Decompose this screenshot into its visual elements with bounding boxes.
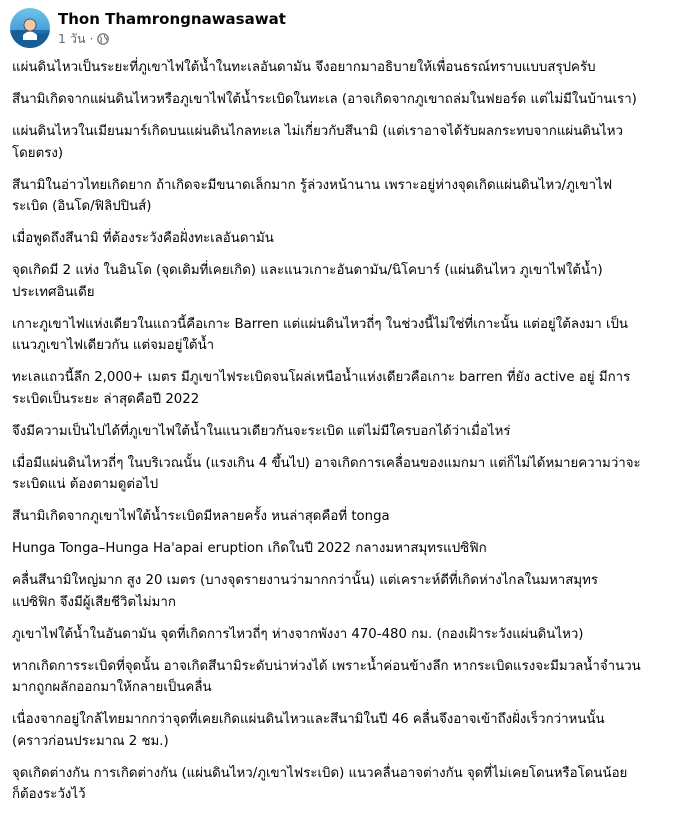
post-text-line: แผ่นดินไหวในเมียนมาร์เกิดบนแผ่นดินไกลทะเล ไม่เกี่ยวกับสึนามิ (แต่เราอาจได้รับผลกระทบจากแผ่นดินไหว	[12, 124, 623, 139]
post-paragraph	[12, 260, 672, 303]
profile-photo-ocean-icon	[10, 8, 50, 48]
post-text-line: Hunga Tonga–Hunga Ha'apai eruption เกิดในปี 2022 กลางมหาสมุทรแปซิฟิก	[12, 541, 487, 556]
post-paragraph	[12, 421, 672, 443]
post-body	[12, 57, 672, 816]
globe-icon[interactable]	[97, 33, 109, 45]
post-paragraph	[12, 367, 672, 410]
post-text-line: สึนามิในอ่าวไทยเกิดยาก ถ้าเกิดจะมีขนาดเล็กมาก รู้ล่วงหน้านาน เพราะอยู่ห่างจุดเกิดแผ่นดินไหว/ภูเขาไฟ	[12, 177, 613, 193]
author-name[interactable]: Thon Thamrongnawasawat	[58, 9, 286, 28]
post-text-line: สึนามิเกิดจากแผ่นดินไหวหรือภูเขาไฟใต้น้ำระเบิดในทะเล (อาจเกิดจากภูเขาถล่มในฟยอร์ด แต่ไม่มีในบ้านเรา)	[12, 92, 637, 107]
post-paragraph	[12, 228, 672, 250]
post-header	[10, 6, 286, 50]
post-text-line: เมื่อมีแผ่นดินไหวถี่ๆ ในบริเวณนั้น (แรงเกิน 4 ขึ้นไป) อาจเกิดการเคลื่อนของแมกมา แต่ก็ไม่ได้หมายความว่าจะ	[12, 455, 641, 471]
post-text-line: ประเทศอินเดีย	[12, 284, 95, 300]
post-text-line: ทะเลแถวนี้ลึก 2,000+ เมตร มีภูเขาไฟระเบิดจนโผล่เหนือน้ำแห่งเดียวคือเกาะ barren ที่ยัง active อยู่ มีการ	[12, 370, 631, 385]
post-text-line: แปซิฟิก จึงมีผู้เสียชีวิตไม่มาก	[12, 594, 176, 610]
post-paragraph	[12, 506, 672, 528]
post-text-line: แนวภูเขาไฟเดียวกัน แต่จมอยู่ใต้น้ำ	[12, 338, 215, 353]
post-text-line: หากเกิดการระเบิดที่จุดนั้น อาจเกิดสึนามิระดับน่าห่วงได้ เพราะน้ำค่อนข้างลึก หากระเบิดแรงจะมีมวลน้ำจำนวน	[12, 658, 641, 674]
post-paragraph	[12, 709, 672, 752]
post-text-line: จุดเกิดต่างกัน การเกิดต่างกัน (แผ่นดินไหว/ภูเขาไฟระเบิด) แนวคลื่นอาจต่างกัน จุดที่ไม่เคยโดนหรือโดนน้อย	[12, 765, 628, 781]
post-paragraph	[12, 453, 672, 496]
post-text-line: เกาะภูเขาไฟแห่งเดียวในแถวนี้คือเกาะ Barren แต่แผ่นดินไหวถี่ๆ ในช่วงนี้ไม่ใช่ที่เกาะนั้น แต่อยู่ใต้ลงมา เป็น	[12, 316, 629, 332]
post-text-line: ระเบิด (อินโด/ฟิลิปปินส์)	[12, 199, 152, 214]
post-paragraph	[12, 121, 672, 164]
post-text-line: ก็ต้องระวังไว้	[12, 787, 86, 802]
post-text-line: เมื่อพูดถึงสึนามิ ที่ต้องระวังคือฝั่งทะเลอันดามัน	[12, 231, 274, 246]
post-text-line: คลื่นสึนามิใหญ่มาก สูง 20 เมตร (บางจุดรายงานว่ามากกว่านั้น) แต่เคราะห์ดีที่เกิดห่างไกลในมหาสมุทร	[12, 573, 598, 588]
post-text-line: ระเบิดเป็นระยะ ล่าสุดคือปี 2022	[12, 391, 200, 407]
post-paragraph	[12, 570, 672, 613]
post-paragraph	[12, 763, 672, 806]
post-paragraph	[12, 656, 672, 699]
post-text-line: ระเบิดแน่ ต้องตามดูต่อไป	[12, 477, 159, 492]
post-paragraph	[12, 175, 672, 218]
post-text-line: สึนามิเกิดจากภูเขาไฟใต้น้ำระเบิดมีหลายครั้ง หนล่าสุดคือที่ tonga	[12, 509, 390, 524]
post-text-line: มากถูกผลักออกมาให้กลายเป็นคลื่น	[12, 680, 212, 695]
post-text-line: โดยตรง)	[12, 145, 64, 161]
avatar[interactable]	[10, 8, 50, 48]
post-paragraph	[12, 57, 672, 79]
post-time[interactable]: 1 วัน	[58, 30, 86, 46]
post-timestamp-row	[58, 31, 286, 47]
post-text-line: จุดเกิดมี 2 แห่ง ในอินโด (จุดเดิมที่เคยเกิด) และแนวเกาะอันดามัน/นิโคบาร์ (แผ่นดินไหว ภูเขาไฟใต้น้ำ)	[12, 263, 603, 278]
post-text-line: แผ่นดินไหวเป็นระยะที่ภูเขาไฟใต้น้ำในทะเลอันดามัน จึงอยากมาอธิบายให้เพื่อนธรณ์ทราบแบบสรุปครับ	[12, 60, 596, 75]
post-paragraph	[12, 538, 672, 560]
post-paragraph	[12, 89, 672, 111]
separator-dot: ·	[89, 30, 94, 46]
post-text-line: จึงมีความเป็นไปได้ที่ภูเขาไฟใต้น้ำในแนวเดียวกันจะระเบิด แต่ไม่มีใครบอกได้ว่าเมื่อไหร่	[12, 423, 511, 439]
post-text-line: (คราวก่อนประมาณ 2 ชม.)	[12, 733, 169, 749]
post-text-line: เนื่องจากอยู่ใกล้ไทยมากกว่าจุดที่เคยเกิดแผ่นดินไหวและสึนามิในปี 46 คลื่นจึงอาจเข้าถึงฝั่งเร็วกว่าหนนั้น	[12, 712, 605, 727]
post-paragraph	[12, 314, 672, 357]
post-text-line: ภูเขาไฟใต้น้ำในอันดามัน จุดที่เกิดการไหวถี่ๆ ห่างจากพังงา 470-480 กม. (กองเฝ้าระวังแผ่นดินไหว)	[12, 626, 584, 642]
post-paragraph	[12, 624, 672, 646]
